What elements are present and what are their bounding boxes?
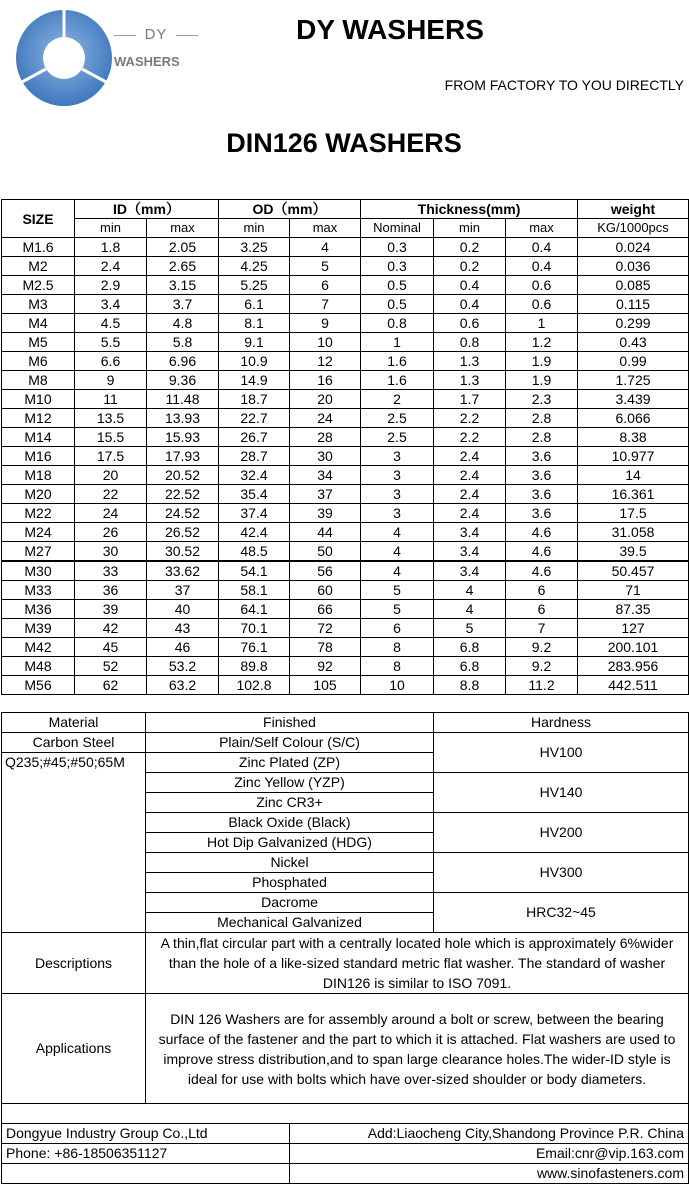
table-cell: 8.1	[219, 314, 290, 333]
table-cell: 20.52	[147, 466, 219, 485]
descriptions-text: A thin,flat circular part with a centrally located hole which is approximately 6%wider than the hole of a like-sized standard metric flat washer. The standard of washer DIN126 is similar to ISO 7091.	[146, 933, 689, 994]
table-cell: 0.2	[434, 257, 506, 276]
table-cell: 0.4	[506, 238, 578, 257]
table-cell: 24	[75, 504, 147, 523]
table-cell: 3.4	[434, 523, 506, 542]
table-cell: 64.1	[219, 600, 290, 619]
table-cell: M36	[2, 600, 75, 619]
table-cell: 2.4	[434, 466, 506, 485]
table-cell: 56	[290, 561, 361, 581]
table-row	[2, 581, 689, 600]
table-cell: 36	[75, 581, 147, 600]
table-cell: 4.5	[75, 314, 147, 333]
table-cell: 6	[290, 276, 361, 295]
table-cell: 442.511	[578, 676, 689, 695]
table-cell: 0.99	[578, 352, 689, 371]
table-cell: 46	[147, 638, 219, 657]
table-row	[2, 447, 689, 466]
table-cell: 11.2	[506, 676, 578, 695]
table-cell: 2.65	[147, 257, 219, 276]
table-cell: M30	[2, 561, 75, 581]
table-cell: M5	[2, 333, 75, 352]
table-cell: 0.115	[578, 295, 689, 314]
table-cell: 2.4	[434, 447, 506, 466]
contact-table	[1, 1103, 689, 1184]
table-cell: 2.2	[434, 428, 506, 447]
table-cell: 5.8	[147, 333, 219, 352]
table-cell: 92	[290, 657, 361, 676]
table-cell: 0.085	[578, 276, 689, 295]
hardness-value: HRC32~45	[434, 893, 689, 933]
applications-label: Applications	[2, 994, 146, 1104]
table-cell: 30	[290, 447, 361, 466]
table-cell: 200.101	[578, 638, 689, 657]
table-cell: 5	[361, 581, 434, 600]
table-cell: 0.5	[361, 295, 434, 314]
table-cell: 15.93	[147, 428, 219, 447]
table-cell: 14.9	[219, 371, 290, 390]
table-cell: 4.6	[506, 561, 578, 581]
table-cell: 9.2	[506, 638, 578, 657]
table-cell: 5.5	[75, 333, 147, 352]
table-row	[2, 257, 689, 276]
table-cell: 37	[290, 485, 361, 504]
col-id-max: max	[147, 219, 219, 238]
table-cell: 10.9	[219, 352, 290, 371]
table-cell: 7	[506, 619, 578, 638]
col-thickness-nominal: Nominal	[361, 219, 434, 238]
table-cell: 3.6	[506, 504, 578, 523]
table-cell: 8.8	[434, 676, 506, 695]
table-cell: 3	[361, 504, 434, 523]
table-cell: 6.8	[434, 657, 506, 676]
table-row	[2, 295, 689, 314]
table-cell: 24.52	[147, 504, 219, 523]
table-cell: 6.96	[147, 352, 219, 371]
table-cell: 26.7	[219, 428, 290, 447]
table-row	[2, 409, 689, 428]
table-cell: 22	[75, 485, 147, 504]
table-row	[2, 638, 689, 657]
table-cell: 2.4	[434, 504, 506, 523]
table-cell: 3.7	[147, 295, 219, 314]
col-od-header: OD（mm）	[219, 200, 361, 219]
table-cell: 8	[361, 638, 434, 657]
table-row	[2, 561, 689, 581]
table-cell: 102.8	[219, 676, 290, 695]
table-row	[2, 657, 689, 676]
table-cell: 70.1	[219, 619, 290, 638]
company-name: Dongyue Industry Group Co.,Ltd	[2, 1124, 290, 1144]
table-cell: M12	[2, 409, 75, 428]
material-header: Material	[2, 713, 146, 733]
table-cell: 26	[75, 523, 147, 542]
table-cell: 9.1	[219, 333, 290, 352]
table-cell: 9.36	[147, 371, 219, 390]
table-cell: 58.1	[219, 581, 290, 600]
table-cell: 16	[290, 371, 361, 390]
table-cell: 31.058	[578, 523, 689, 542]
table-row	[2, 390, 689, 409]
table-cell: 2.5	[361, 428, 434, 447]
table-cell: 0.024	[578, 238, 689, 257]
table-cell: 127	[578, 619, 689, 638]
table-cell: 2.4	[75, 257, 147, 276]
table-cell: 15.5	[75, 428, 147, 447]
table-cell: 3	[361, 447, 434, 466]
table-cell: 43	[147, 619, 219, 638]
table-cell: 0.8	[434, 333, 506, 352]
logo-wordmark	[114, 26, 198, 86]
table-cell: M16	[2, 447, 75, 466]
table-cell: 26.52	[147, 523, 219, 542]
table-cell: M22	[2, 504, 75, 523]
col-od-min: min	[219, 219, 290, 238]
table-cell: 4.6	[506, 542, 578, 562]
table-cell: 8.38	[578, 428, 689, 447]
col-size-header: SIZE	[2, 200, 75, 238]
table-row	[2, 276, 689, 295]
table-cell: 4.6	[506, 523, 578, 542]
table-cell: M2.5	[2, 276, 75, 295]
table-cell: 0.036	[578, 257, 689, 276]
table-cell: 3.6	[506, 485, 578, 504]
table-cell: 50	[290, 542, 361, 562]
hardness-value: HV100	[434, 733, 689, 773]
table-cell: 1.6	[361, 371, 434, 390]
table-cell: 2	[361, 390, 434, 409]
col-thickness-min: min	[434, 219, 506, 238]
table-cell: 6.066	[578, 409, 689, 428]
finish-item: Plain/Self Colour (S/C)	[146, 733, 434, 753]
table-row	[2, 428, 689, 447]
table-cell: 3.25	[219, 238, 290, 257]
table-cell: 0.6	[506, 276, 578, 295]
table-cell: M6	[2, 352, 75, 371]
table-cell: 39.5	[578, 542, 689, 562]
table-cell: 6.8	[434, 638, 506, 657]
tagline: FROM FACTORY TO YOU DIRECTLY	[444, 77, 684, 93]
col-weight-unit: KG/1000pcs	[578, 219, 689, 238]
logo-washer-icon	[14, 8, 114, 108]
table-cell: M33	[2, 581, 75, 600]
table-cell: 2.2	[434, 409, 506, 428]
table-cell: 0.4	[434, 295, 506, 314]
table-cell: 1.9	[506, 371, 578, 390]
table-cell: 63.2	[147, 676, 219, 695]
spec-table	[1, 199, 689, 695]
table-row	[2, 371, 689, 390]
page-title: DIN126 WASHERS	[226, 128, 462, 158]
table-row	[2, 676, 689, 695]
table-row	[2, 238, 689, 257]
table-row	[2, 504, 689, 523]
logo-washers: WASHERS	[114, 54, 180, 69]
company-email[interactable]: Email:cnr@vip.163.com	[290, 1144, 689, 1164]
table-cell: 105	[290, 676, 361, 695]
finish-item: Phosphated	[146, 873, 434, 893]
table-cell: 0.43	[578, 333, 689, 352]
table-cell: 12	[290, 352, 361, 371]
hardness-value: HV300	[434, 853, 689, 893]
finish-item: Mechanical Galvanized	[146, 913, 434, 933]
table-row	[2, 485, 689, 504]
table-cell: 17.5	[75, 447, 147, 466]
table-cell: 76.1	[219, 638, 290, 657]
table-cell: 53.2	[147, 657, 219, 676]
finish-item: Zinc Yellow (YZP)	[146, 773, 434, 793]
table-cell: 54.1	[219, 561, 290, 581]
hardness-header: Hardness	[434, 713, 689, 733]
table-cell: 1.8	[75, 238, 147, 257]
table-cell: 37	[147, 581, 219, 600]
table-cell: 33.62	[147, 561, 219, 581]
table-cell: 14	[578, 466, 689, 485]
table-cell: 3.439	[578, 390, 689, 409]
table-cell: 5	[434, 619, 506, 638]
table-cell: 20	[290, 390, 361, 409]
table-cell: 0.299	[578, 314, 689, 333]
brand-name: DY WASHERS	[296, 14, 484, 45]
table-cell: M8	[2, 371, 75, 390]
table-cell: 1	[361, 333, 434, 352]
table-cell: M14	[2, 428, 75, 447]
table-cell: 62	[75, 676, 147, 695]
table-cell: 17.93	[147, 447, 219, 466]
col-thickness-header: Thickness(mm)	[361, 200, 578, 219]
table-cell: 17.5	[578, 504, 689, 523]
table-cell: 45	[75, 638, 147, 657]
table-cell: 32.4	[219, 466, 290, 485]
table-cell: 42	[75, 619, 147, 638]
table-cell: 52	[75, 657, 147, 676]
table-cell: 4	[361, 523, 434, 542]
table-cell: 50.457	[578, 561, 689, 581]
table-cell: 0.6	[434, 314, 506, 333]
table-cell: 3.15	[147, 276, 219, 295]
table-cell: 11.48	[147, 390, 219, 409]
table-cell: 3	[361, 466, 434, 485]
table-cell: 0.3	[361, 257, 434, 276]
hardness-value: HV140	[434, 773, 689, 813]
descriptions-label: Descriptions	[2, 933, 146, 994]
table-cell: 20	[75, 466, 147, 485]
table-row	[2, 523, 689, 542]
table-cell: M20	[2, 485, 75, 504]
table-cell: 6	[506, 581, 578, 600]
table-cell: 0.5	[361, 276, 434, 295]
table-cell: 1.725	[578, 371, 689, 390]
company-website[interactable]: www.sinofasteners.com	[290, 1164, 689, 1184]
table-cell: 0.4	[506, 257, 578, 276]
table-cell: 66	[290, 600, 361, 619]
table-cell: 1.3	[434, 352, 506, 371]
table-cell: 3.4	[434, 561, 506, 581]
table-cell: 11	[75, 390, 147, 409]
table-cell: 6.6	[75, 352, 147, 371]
table-cell: 5	[361, 600, 434, 619]
table-cell: 4	[434, 581, 506, 600]
table-cell: 0.2	[434, 238, 506, 257]
table-cell: 1.6	[361, 352, 434, 371]
table-row	[2, 314, 689, 333]
table-cell: 10	[361, 676, 434, 695]
table-cell: 33	[75, 561, 147, 581]
col-id-min: min	[75, 219, 147, 238]
table-cell: 37.4	[219, 504, 290, 523]
table-cell: 10.977	[578, 447, 689, 466]
table-cell: 5	[290, 257, 361, 276]
table-cell: 22.52	[147, 485, 219, 504]
table-cell: 4	[290, 238, 361, 257]
applications-text: DIN 126 Washers are for assembly around a bolt or screw, between the bearing surface of the fastener and the part to which it is attached. Flat washers are used to improve stress distribution,and to span large clearance holes.The wider-ID style is ideal for use with bolts which have over-sized shoulder or body diameters.	[146, 994, 689, 1104]
table-cell: 13.93	[147, 409, 219, 428]
finish-item: Dacrome	[146, 893, 434, 913]
table-cell: 6.1	[219, 295, 290, 314]
table-row	[2, 600, 689, 619]
table-cell: 30.52	[147, 542, 219, 562]
table-cell: 4	[361, 542, 434, 562]
table-cell: 9	[75, 371, 147, 390]
finish-item: Zinc Plated (ZP)	[146, 753, 434, 773]
table-cell: M39	[2, 619, 75, 638]
table-cell: 7	[290, 295, 361, 314]
table-cell: 24	[290, 409, 361, 428]
table-cell: 5.25	[219, 276, 290, 295]
table-cell: 39	[75, 600, 147, 619]
table-cell: 6	[506, 600, 578, 619]
table-cell: 0.8	[361, 314, 434, 333]
table-cell: M42	[2, 638, 75, 657]
hardness-value: HV200	[434, 813, 689, 853]
table-cell: 39	[290, 504, 361, 523]
company-address: Add:Liaocheng City,Shandong Province P.R. China	[290, 1124, 689, 1144]
table-cell: M2	[2, 257, 75, 276]
table-cell: 1	[506, 314, 578, 333]
finish-item: Nickel	[146, 853, 434, 873]
table-cell: 48.5	[219, 542, 290, 562]
table-cell: 16.361	[578, 485, 689, 504]
table-cell: 2.05	[147, 238, 219, 257]
table-row	[2, 352, 689, 371]
table-cell: 30	[75, 542, 147, 562]
table-cell: 28	[290, 428, 361, 447]
table-cell: M3	[2, 295, 75, 314]
contact-spacer	[2, 1104, 689, 1124]
finish-item: Black Oxide (Black)	[146, 813, 434, 833]
col-id-header: ID（mm）	[75, 200, 219, 219]
table-cell: M48	[2, 657, 75, 676]
logo-dy: DY	[114, 26, 198, 43]
col-od-max: max	[290, 219, 361, 238]
table-cell: M4	[2, 314, 75, 333]
table-cell: 4.25	[219, 257, 290, 276]
contact-empty-cell	[2, 1164, 290, 1184]
table-cell: 2.8	[506, 409, 578, 428]
table-cell: 4	[361, 561, 434, 581]
table-cell: 1.7	[434, 390, 506, 409]
table-cell: 9	[290, 314, 361, 333]
company-phone: Phone: +86-18506351127	[2, 1144, 290, 1164]
table-cell: M27	[2, 542, 75, 562]
table-cell: 3.4	[434, 542, 506, 562]
table-cell: M18	[2, 466, 75, 485]
table-cell: 13.5	[75, 409, 147, 428]
table-cell: 87.35	[578, 600, 689, 619]
table-row	[2, 333, 689, 352]
table-cell: 10	[290, 333, 361, 352]
table-cell: 34	[290, 466, 361, 485]
table-cell: M56	[2, 676, 75, 695]
table-cell: 3	[361, 485, 434, 504]
table-cell: 2.3	[506, 390, 578, 409]
table-cell: 3.6	[506, 466, 578, 485]
table-cell: 6	[361, 619, 434, 638]
table-cell: 4	[434, 600, 506, 619]
table-cell: M10	[2, 390, 75, 409]
material-carbon-steel: Carbon Steel	[2, 733, 146, 753]
finish-item: Zinc CR3+	[146, 793, 434, 813]
finish-table	[1, 712, 689, 1104]
table-cell: 78	[290, 638, 361, 657]
material-grades	[2, 753, 146, 933]
col-thickness-max: max	[506, 219, 578, 238]
table-cell: 0.3	[361, 238, 434, 257]
table-cell: 2.8	[506, 428, 578, 447]
table-row	[2, 542, 689, 562]
table-cell: 4.8	[147, 314, 219, 333]
table-cell: 72	[290, 619, 361, 638]
table-cell: 2.9	[75, 276, 147, 295]
table-cell: 42.4	[219, 523, 290, 542]
table-cell: 40	[147, 600, 219, 619]
finish-item: Hot Dip Galvanized (HDG)	[146, 833, 434, 853]
table-cell: 0.6	[506, 295, 578, 314]
table-cell: 1.2	[506, 333, 578, 352]
table-cell: 2.4	[434, 485, 506, 504]
table-cell: 89.8	[219, 657, 290, 676]
table-cell: 60	[290, 581, 361, 600]
table-cell: 35.4	[219, 485, 290, 504]
table-cell: 28.7	[219, 447, 290, 466]
table-cell: 3.4	[75, 295, 147, 314]
table-row	[2, 466, 689, 485]
table-cell: 18.7	[219, 390, 290, 409]
col-weight-header: weight	[578, 200, 689, 219]
table-cell: 1.9	[506, 352, 578, 371]
table-cell: 9.2	[506, 657, 578, 676]
table-cell: 1.3	[434, 371, 506, 390]
table-row	[2, 619, 689, 638]
material-grades-text: Q235;#45;#50;65M	[5, 754, 125, 770]
table-cell: 2.5	[361, 409, 434, 428]
table-cell: 3.6	[506, 447, 578, 466]
table-cell: M24	[2, 523, 75, 542]
table-cell: 0.4	[434, 276, 506, 295]
table-cell: 71	[578, 581, 689, 600]
finished-header: Finished	[146, 713, 434, 733]
table-cell: 283.956	[578, 657, 689, 676]
table-cell: 44	[290, 523, 361, 542]
table-cell: M1.6	[2, 238, 75, 257]
table-cell: 8	[361, 657, 434, 676]
table-cell: 22.7	[219, 409, 290, 428]
